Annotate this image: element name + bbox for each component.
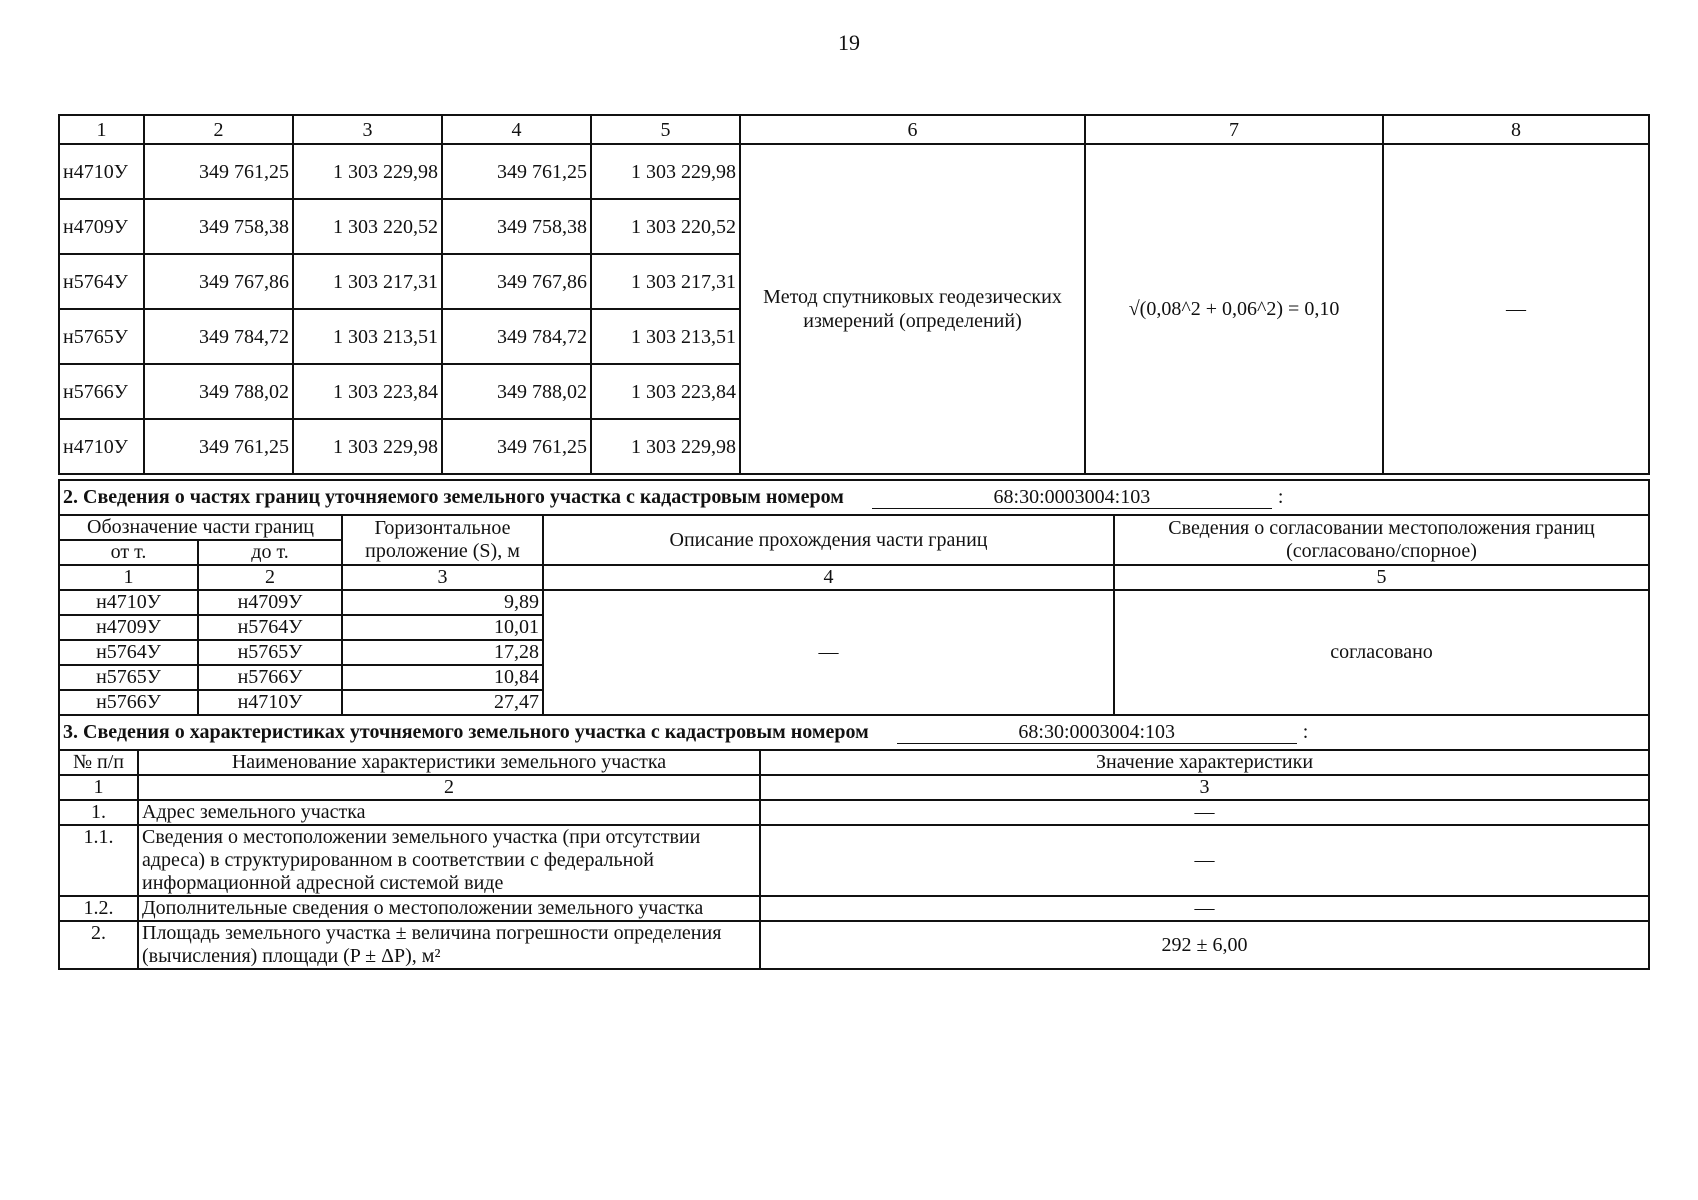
num-3: 3 [760, 775, 1649, 800]
row-number: 2. [59, 921, 138, 969]
section3-title: 3. Сведения о характеристиках уточняемого земельного участка с кадастровым номером [63, 721, 869, 743]
section2-header-row [59, 515, 1649, 540]
x-existing: 349 761,25 [144, 144, 293, 199]
section2-title-row [59, 480, 1649, 515]
x-existing: 349 784,72 [144, 309, 293, 364]
sections-table [58, 479, 1650, 970]
to-point: н4709У [198, 590, 342, 615]
y-existing: 1 303 223,84 [293, 364, 442, 419]
col-header-7: 7 [1085, 115, 1383, 144]
y-existing: 1 303 220,52 [293, 199, 442, 254]
table-row [59, 144, 1649, 199]
characteristic-value: — [760, 800, 1649, 825]
header-number: № п/п [59, 750, 138, 775]
y-specified: 1 303 213,51 [591, 309, 740, 364]
characteristic-value: — [760, 896, 1649, 921]
to-point: н4710У [198, 690, 342, 715]
page-number: 19 [838, 30, 860, 55]
x-specified: 349 761,25 [442, 144, 591, 199]
table-row [59, 800, 1649, 825]
table-row [59, 825, 1649, 896]
from-point: н5764У [59, 640, 198, 665]
x-specified: 349 758,38 [442, 199, 591, 254]
section3-colon: : [1302, 721, 1309, 743]
from-point: н5766У [59, 690, 198, 715]
y-specified: 1 303 229,98 [591, 144, 740, 199]
description-cell: — [543, 590, 1114, 715]
col-header-8: 8 [1383, 115, 1649, 144]
num-1: 1 [59, 775, 138, 800]
num-4: 4 [543, 565, 1114, 590]
x-specified: 349 784,72 [442, 309, 591, 364]
x-specified: 349 761,25 [442, 419, 591, 474]
col-header-6: 6 [740, 115, 1085, 144]
x-existing: 349 767,86 [144, 254, 293, 309]
col-header-4: 4 [442, 115, 591, 144]
section3-header-row [59, 750, 1649, 775]
point-name: н5766У [59, 364, 144, 419]
header-description: Описание прохождения части границ [543, 515, 1114, 565]
num-5: 5 [1114, 565, 1649, 590]
table-row [59, 590, 1649, 615]
num-2: 2 [198, 565, 342, 590]
x-existing: 349 788,02 [144, 364, 293, 419]
x-specified: 349 767,86 [442, 254, 591, 309]
section3-numbers-row [59, 775, 1649, 800]
header-part-designation: Обозначение части границ [59, 515, 342, 540]
y-existing: 1 303 213,51 [293, 309, 442, 364]
y-specified: 1 303 229,98 [591, 419, 740, 474]
num-3: 3 [342, 565, 543, 590]
horizontal-distance: 10,84 [342, 665, 543, 690]
characteristic-name: Адрес земельного участка [138, 800, 760, 825]
coordinates-table [58, 114, 1650, 475]
horizontal-distance: 9,89 [342, 590, 543, 615]
y-existing: 1 303 229,98 [293, 419, 442, 474]
method-cell: Метод спутниковых геодезических измерений (определений) [740, 144, 1085, 474]
point-name: н4710У [59, 419, 144, 474]
header-horizontal: Горизонтальное проложение (S), м [342, 515, 543, 565]
from-point: н4709У [59, 615, 198, 640]
horizontal-distance: 17,28 [342, 640, 543, 665]
col-header-3: 3 [293, 115, 442, 144]
to-point: н5765У [198, 640, 342, 665]
accuracy-cell: √(0,08^2 + 0,06^2) = 0,10 [1085, 144, 1383, 474]
point-name: н5764У [59, 254, 144, 309]
section2-numbers-row [59, 565, 1649, 590]
point-name: н4709У [59, 199, 144, 254]
section2-colon: : [1277, 486, 1284, 508]
col8-cell: — [1383, 144, 1649, 474]
point-name: н5765У [59, 309, 144, 364]
header-characteristic-value: Значение характеристики [760, 750, 1649, 775]
row-number: 1. [59, 800, 138, 825]
header-characteristic-name: Наименование характеристики земельного участка [138, 750, 760, 775]
from-point: н5765У [59, 665, 198, 690]
y-specified: 1 303 223,84 [591, 364, 740, 419]
to-point: н5764У [198, 615, 342, 640]
col-header-1: 1 [59, 115, 144, 144]
x-existing: 349 758,38 [144, 199, 293, 254]
section3-cadastral-number: 68:30:0003004:103 [897, 721, 1297, 744]
row-number: 1.1. [59, 825, 138, 896]
col-header-5: 5 [591, 115, 740, 144]
header-from: от т. [59, 540, 198, 565]
characteristic-name: Дополнительные сведения о местоположении земельного участка [138, 896, 760, 921]
characteristic-name: Площадь земельного участка ± величина погрешности определения (вычисления) площади (P ± ΔP), м² [138, 921, 760, 969]
x-specified: 349 788,02 [442, 364, 591, 419]
section2-title: 2. Сведения о частях границ уточняемого земельного участка с кадастровым номером [63, 486, 844, 508]
section2-cadastral-number: 68:30:0003004:103 [872, 486, 1272, 509]
from-point: н4710У [59, 590, 198, 615]
agreement-cell: согласовано [1114, 590, 1649, 715]
coordinates-header-row [59, 115, 1649, 144]
horizontal-distance: 27,47 [342, 690, 543, 715]
header-to: до т. [198, 540, 342, 565]
characteristic-name: Сведения о местоположении земельного участка (при отсутствии адреса) в структурированном в соответствии с федеральной информационной адресной системой виде [138, 825, 760, 896]
num-1: 1 [59, 565, 198, 590]
horizontal-distance: 10,01 [342, 615, 543, 640]
x-existing: 349 761,25 [144, 419, 293, 474]
row-number: 1.2. [59, 896, 138, 921]
header-agreement: Сведения о согласовании местоположения границ (согласовано/спорное) [1114, 515, 1649, 565]
y-specified: 1 303 217,31 [591, 254, 740, 309]
y-existing: 1 303 229,98 [293, 144, 442, 199]
col-header-2: 2 [144, 115, 293, 144]
table-row [59, 921, 1649, 969]
characteristic-value: 292 ± 6,00 [760, 921, 1649, 969]
section3-title-row [59, 715, 1649, 750]
num-2: 2 [138, 775, 760, 800]
to-point: н5766У [198, 665, 342, 690]
table-row [59, 896, 1649, 921]
characteristic-value: — [760, 825, 1649, 896]
point-name: н4710У [59, 144, 144, 199]
y-specified: 1 303 220,52 [591, 199, 740, 254]
y-existing: 1 303 217,31 [293, 254, 442, 309]
